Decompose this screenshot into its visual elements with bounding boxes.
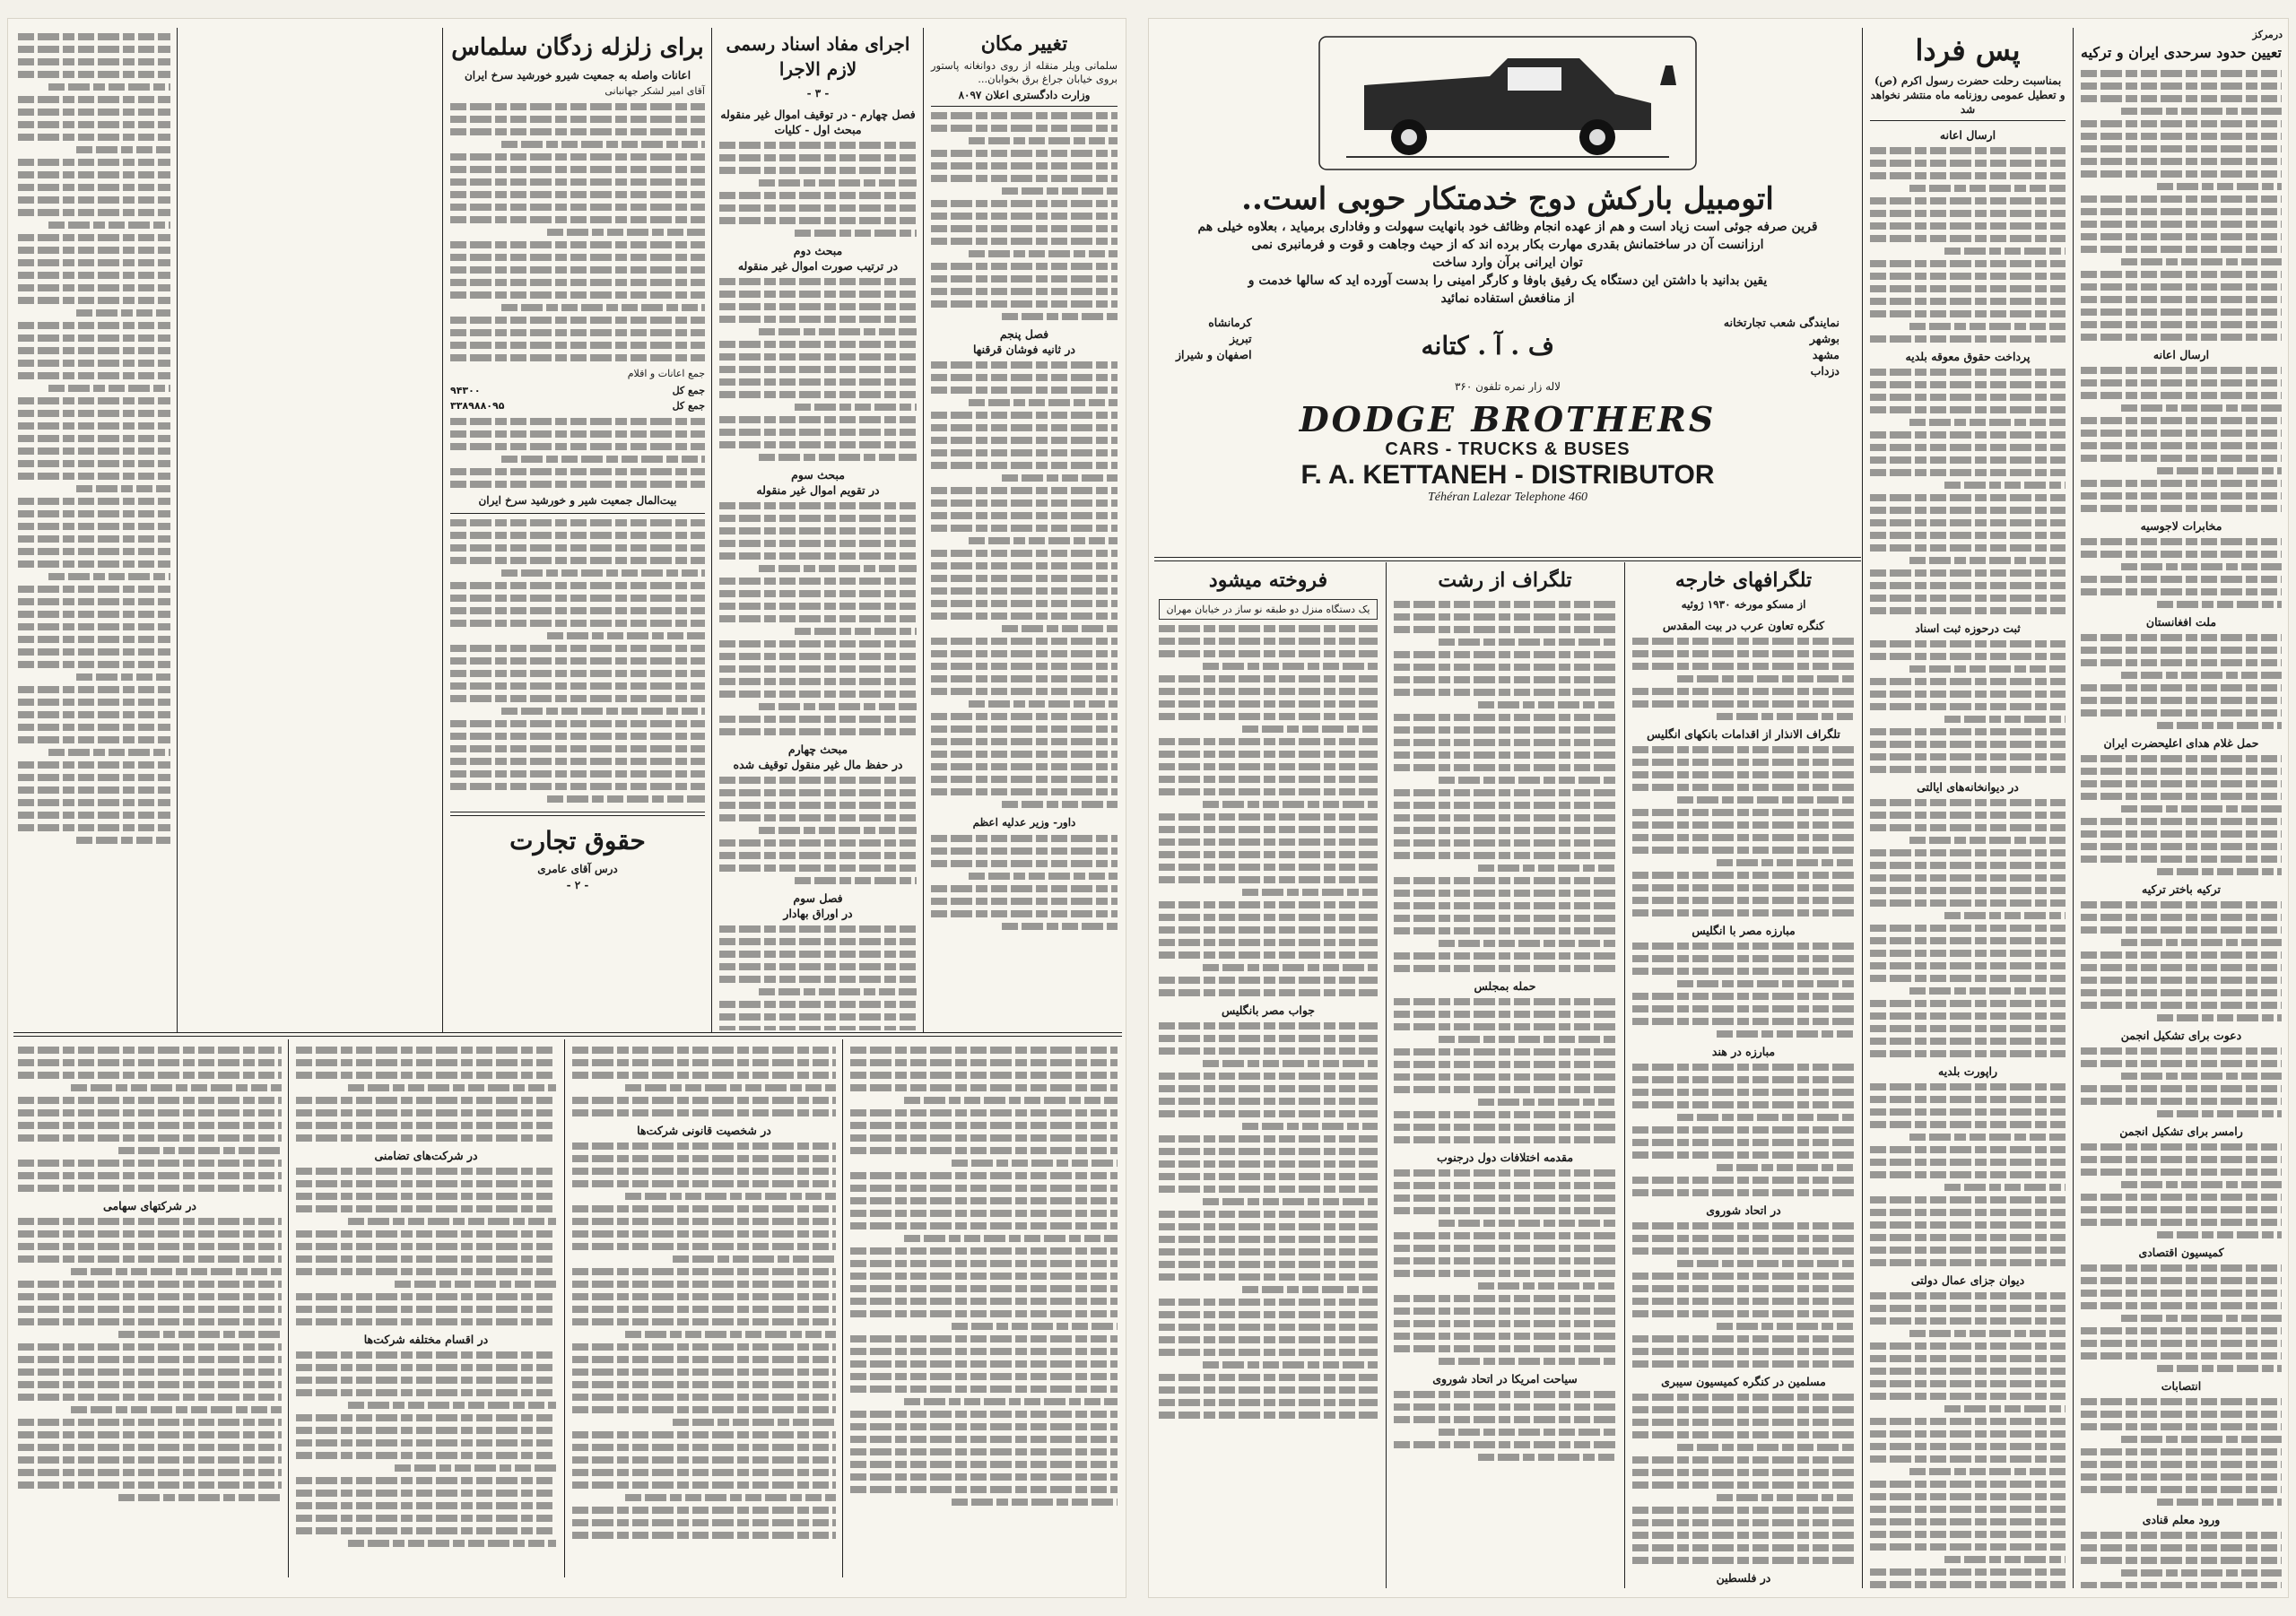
for-sale-notice: یک دستگاه منزل دو طبقه نو ساز در خیابان مهران <box>1159 599 1378 620</box>
section-heading: در شرکتهای سهامی <box>103 1199 196 1212</box>
bottom-col-joint-stock <box>13 1041 286 1579</box>
body-text-block <box>1870 1083 2066 1266</box>
body-text-block <box>2081 1143 2282 1238</box>
body-text-block <box>2081 1398 2282 1506</box>
headline-for-sale: فروخته میشود <box>1208 569 1328 592</box>
body-text-block <box>296 1047 556 1142</box>
section-heading: ارسال اعانه <box>1939 128 1996 142</box>
body-text-block <box>2081 634 2282 729</box>
grand-total-value: ۳۳۸۹۸۸۰۹۵ <box>450 400 505 412</box>
left-col-earthquake-relief <box>446 28 709 1030</box>
agent-city: بوشهر <box>1809 332 1839 345</box>
section-heading: پرداخت حقوق معوقه بلدیه <box>1905 350 2031 363</box>
change-location-text: سلمانی ویلر منقله از روی دوانغانه پاستور بروی خیابان جراغ برق بخوابان... <box>931 59 1118 85</box>
body-text-block <box>2081 1264 2282 1372</box>
headline-commercial-law: حقوق تجارت <box>509 826 646 856</box>
earthquake-subhead: اعانات واصله به جمعیت شیرو خورشید سرخ ایران <box>464 69 691 82</box>
section-heading: در فلسطین <box>1716 1571 1771 1585</box>
body-text-block <box>1394 998 1616 1143</box>
donor-line: بیت‌المال جمعیت شیر و خورشید سرخ ایران <box>478 494 677 507</box>
body-text-block <box>450 519 705 803</box>
body-text-block <box>931 112 1118 320</box>
section-heading: در دیوانخانه‌های ایالتی <box>1917 780 2019 794</box>
section-heading: ارسال اعانه <box>2152 348 2210 361</box>
body-text-block <box>1394 601 1616 972</box>
section-heading: دعوت برای تشکیل انجمن <box>2120 1029 2242 1042</box>
section-heading: ورود معلم قنادی <box>2142 1513 2221 1526</box>
body-text-block <box>1632 1394 1855 1564</box>
body-text-block <box>1632 638 1855 720</box>
bottom-col-legal-entity <box>568 1041 840 1579</box>
ad-agents-block <box>1176 315 1839 379</box>
section-heading: سیاحت امریکا در اتحاد شوروی <box>1432 1372 1578 1386</box>
body-text-block <box>1870 369 2066 614</box>
ad-body-line: یقین بدانید با داشتن این دستگاه یک رفیق باوفا و کارگر امینی را بدست آورده اید که سالها خدمت و <box>1248 274 1768 288</box>
section-heading: در اقسام مختلفه شرکت‌ها <box>363 1333 489 1346</box>
body-text-block <box>2081 755 2282 875</box>
section-subheading: در حفظ مال غیر منقول توقیف شده <box>733 758 903 771</box>
section-heading: دیوان جزای عمال دولتی <box>1910 1273 2025 1287</box>
subtotal-row <box>450 384 705 397</box>
body-text-block <box>2081 70 2282 341</box>
holiday-notice: بمناسبت رحلت حضرت رسول اکرم (ص) و تعطیل عمومی روزنامه ماه منتشر نخواهد شد <box>1870 74 2066 116</box>
section-heading: ثبت درحوزه ثبت اسناد <box>1915 621 2021 635</box>
section-heading: مبحث دوم <box>793 244 843 257</box>
body-text-block <box>1870 640 2066 773</box>
donor-line: جمع اعانات و اقلام <box>627 368 705 379</box>
commercial-law-number: - ۲ - <box>566 879 589 891</box>
body-text-block <box>572 1047 836 1116</box>
left-newspaper-page <box>7 18 1126 1598</box>
bottom-col-companies <box>846 1041 1122 1579</box>
body-text-block <box>296 1351 556 1547</box>
section-heading: مسلمین در کنگره کمیسیون سیبری <box>1661 1375 1826 1388</box>
center-label: درمرکز <box>2252 29 2283 40</box>
headline-earthquake-relief: برای زلزله زدگان سلماس <box>451 34 704 61</box>
body-text-block <box>719 925 917 1030</box>
ad-models: CARS - TRUCKS & BUSES <box>1385 439 1631 459</box>
subtotal-label: جمع کل <box>672 385 705 396</box>
section-heading: مبارزه مصر با انگلیس <box>1692 924 1796 937</box>
section-heading: مبحث چهارم <box>787 743 848 756</box>
body-text-block <box>719 278 917 461</box>
agent-city: مشهد <box>1812 348 1839 361</box>
agent-city: دزداب <box>1810 364 1839 378</box>
headline-rasht-telegram: تلگراف از رشت <box>1438 569 1572 592</box>
grand-total-label: جمع کل <box>672 400 705 412</box>
ad-title: اتومبیل بارکش دوج خدمتکار حوبی است.. <box>1241 181 1774 217</box>
body-text-block <box>1159 625 1378 996</box>
right-col-rasht-telegram <box>1389 564 1621 1586</box>
section-heading: راپورت بلدیه <box>1938 1064 1997 1078</box>
headline-official-documents: اجرای مفاد اسناد رسمی لازم الاجرا <box>726 33 910 80</box>
right-col-day-after-tomorrow <box>1866 28 2070 1588</box>
grand-total-row <box>450 399 705 413</box>
donor-line: آقای امیر لشکر جهانبانی <box>604 85 705 97</box>
section-subheading: در ثانیه فوشان قرقنها <box>973 343 1075 356</box>
dodge-brothers-advertisement <box>1158 31 1857 552</box>
body-text-block <box>1632 1064 1855 1196</box>
commercial-law-subhead: درس آقای عامری <box>537 863 618 875</box>
section-heading: ترکیه باختر ترکیه <box>2142 882 2221 896</box>
ad-agents-right <box>1176 315 1252 363</box>
left-col-change-location <box>926 28 1122 1030</box>
agent-city: تبریز <box>1230 332 1252 345</box>
body-text-block <box>1394 1391 1616 1461</box>
body-text-block <box>931 361 1118 808</box>
ad-address-en: Téhéran Lalezar Telephone 460 <box>1428 491 1587 504</box>
donor-list <box>450 84 705 508</box>
body-text-block <box>1870 147 2066 343</box>
signature-line: داور- وزیر عدلیه اعظم <box>972 816 1076 829</box>
section-heading: تلگراف الانذار از اقدامات بانکهای انگلیس <box>1647 727 1840 741</box>
headline-foreign-telegrams: تلگرافهای خارجه <box>1674 569 1813 592</box>
body-text-block <box>850 1047 1118 1506</box>
section-subheading: در تقویم اموال غیر منقوله <box>756 483 880 497</box>
truck-illustration <box>1310 31 1705 175</box>
agents-label: نمایندگی شعب تجارتخانه <box>1723 316 1839 329</box>
body-text-block <box>296 1168 556 1325</box>
body-text-block <box>1159 1022 1378 1419</box>
section-subheading: مبحث اول - کلیات <box>774 123 862 136</box>
section-heading: در شخصیت قانونی شرکت‌ها <box>637 1124 771 1137</box>
section-heading: انتصابات <box>2161 1379 2202 1393</box>
change-location-notice: وزارت دادگستری اعلان ۸۰۹۷ <box>958 89 1091 101</box>
body-text-block <box>18 33 170 844</box>
section-heading: مقدمه اختلافات دول درجنوب <box>1436 1151 1574 1164</box>
body-text-block <box>18 1218 282 1501</box>
section-heading: حمل غلام هدای اعلیحضرت ایران <box>2103 736 2259 750</box>
body-text-block <box>2081 1047 2282 1117</box>
section-heading: مبارزه در هند <box>1711 1045 1776 1058</box>
section-heading: کنگره تعاون عرب در بیت المقدس <box>1662 619 1825 632</box>
headline-day-after-tomorrow: پس فردا <box>1915 33 2021 67</box>
ad-address-fa: لاله زار نمره تلفون ۳۶۰ <box>1454 380 1561 393</box>
body-text-block <box>18 1047 282 1192</box>
subtotal-value: ۹۴۳۰۰ <box>450 385 481 396</box>
body-text-block <box>719 502 917 735</box>
right-col-for-sale <box>1154 564 1382 1586</box>
bottom-col-partnership <box>291 1041 561 1579</box>
section-heading: حمله بمجلس <box>1474 979 1536 993</box>
body-text-block <box>1394 1169 1616 1365</box>
ad-body-line: ارزانست آن در ساختمانش بقدری مهارت بکار برده اند که از حیث وجاهت و قوت و فرمانبری نمی <box>1251 238 1764 252</box>
body-text-block <box>1632 1222 1855 1368</box>
ad-body-line: توان ایرانی برآن وارد ساخت <box>1432 256 1583 270</box>
section-heading: ملت افغانستان <box>2145 615 2217 629</box>
section-heading: مبحث سوم <box>791 468 845 482</box>
body-text-block <box>1870 1292 2066 1588</box>
body-text-block <box>719 777 917 884</box>
body-text-block <box>2081 367 2282 512</box>
headline-borders: تعیین حدود سرحدی ایران و ترکیه <box>2081 44 2282 61</box>
body-text-block <box>2081 1532 2282 1588</box>
section-heading: فصل چهارم - در توقیف اموال غیر منقوله <box>720 108 916 121</box>
body-text-block <box>931 835 1118 930</box>
section-heading: فصل سوم <box>793 891 843 905</box>
foreign-dateline: از مسکو مورخه ۱۹۳۰ ژوئیه <box>1681 598 1806 611</box>
body-text-block <box>2081 538 2282 608</box>
article-number: - ٣ - <box>806 87 830 100</box>
ad-body-line: از منافعش استفاده نمائید <box>1440 291 1575 306</box>
ad-agents-left <box>1724 315 1839 379</box>
section-heading: فصل پنجم <box>999 327 1049 341</box>
section-heading: مخابرات لاجوسیه <box>2140 519 2222 533</box>
section-heading: در شرکت‌های تضامنی <box>374 1149 478 1162</box>
section-subheading: در اوراق بهادار <box>783 907 853 920</box>
ad-dealer-name: ف . آ . کتانه <box>1421 331 1554 361</box>
headline-change-location: تغییر مکان <box>980 32 1068 56</box>
section-heading: رامسر برای تشکیل انجمن <box>2119 1125 2243 1138</box>
ad-body-line: قرین صرفه جوئی است زیاد است و هم از عهده انجام وظائف خود بانهایت سهولت و وفاداری برمیاید ، بعلاوه خیلی هم <box>1197 220 1818 234</box>
right-col-borders <box>2076 28 2286 1588</box>
left-col-official-documents <box>715 28 921 1030</box>
body-text-block <box>572 1142 836 1539</box>
body-text-block <box>2081 901 2282 1021</box>
section-subheading: در ترتیب صورت اموال غیر منقوله <box>737 259 899 273</box>
section-heading: کمیسیون اقتصادی <box>2138 1246 2224 1259</box>
left-col-legal-notices <box>13 28 175 1030</box>
agent-city: اصفهان و شیراز <box>1176 348 1252 361</box>
right-col-foreign-telegrams <box>1628 564 1859 1586</box>
body-text-block <box>719 142 917 237</box>
body-text-block <box>1632 943 1855 1038</box>
body-text-block <box>1870 799 2066 1057</box>
body-text-block <box>1632 746 1855 917</box>
ad-brand: DODGE BROTHERS <box>1299 399 1717 439</box>
section-heading: در اتحاد شوروی <box>1706 1203 1781 1217</box>
right-newspaper-page <box>1148 18 2289 1598</box>
section-heading: جواب مصر بانگلیس <box>1221 1003 1316 1017</box>
agent-city: کرمانشاه <box>1208 316 1252 329</box>
ad-distributor: F. A. KETTANEH - DISTRIBUTOR <box>1300 460 1715 490</box>
